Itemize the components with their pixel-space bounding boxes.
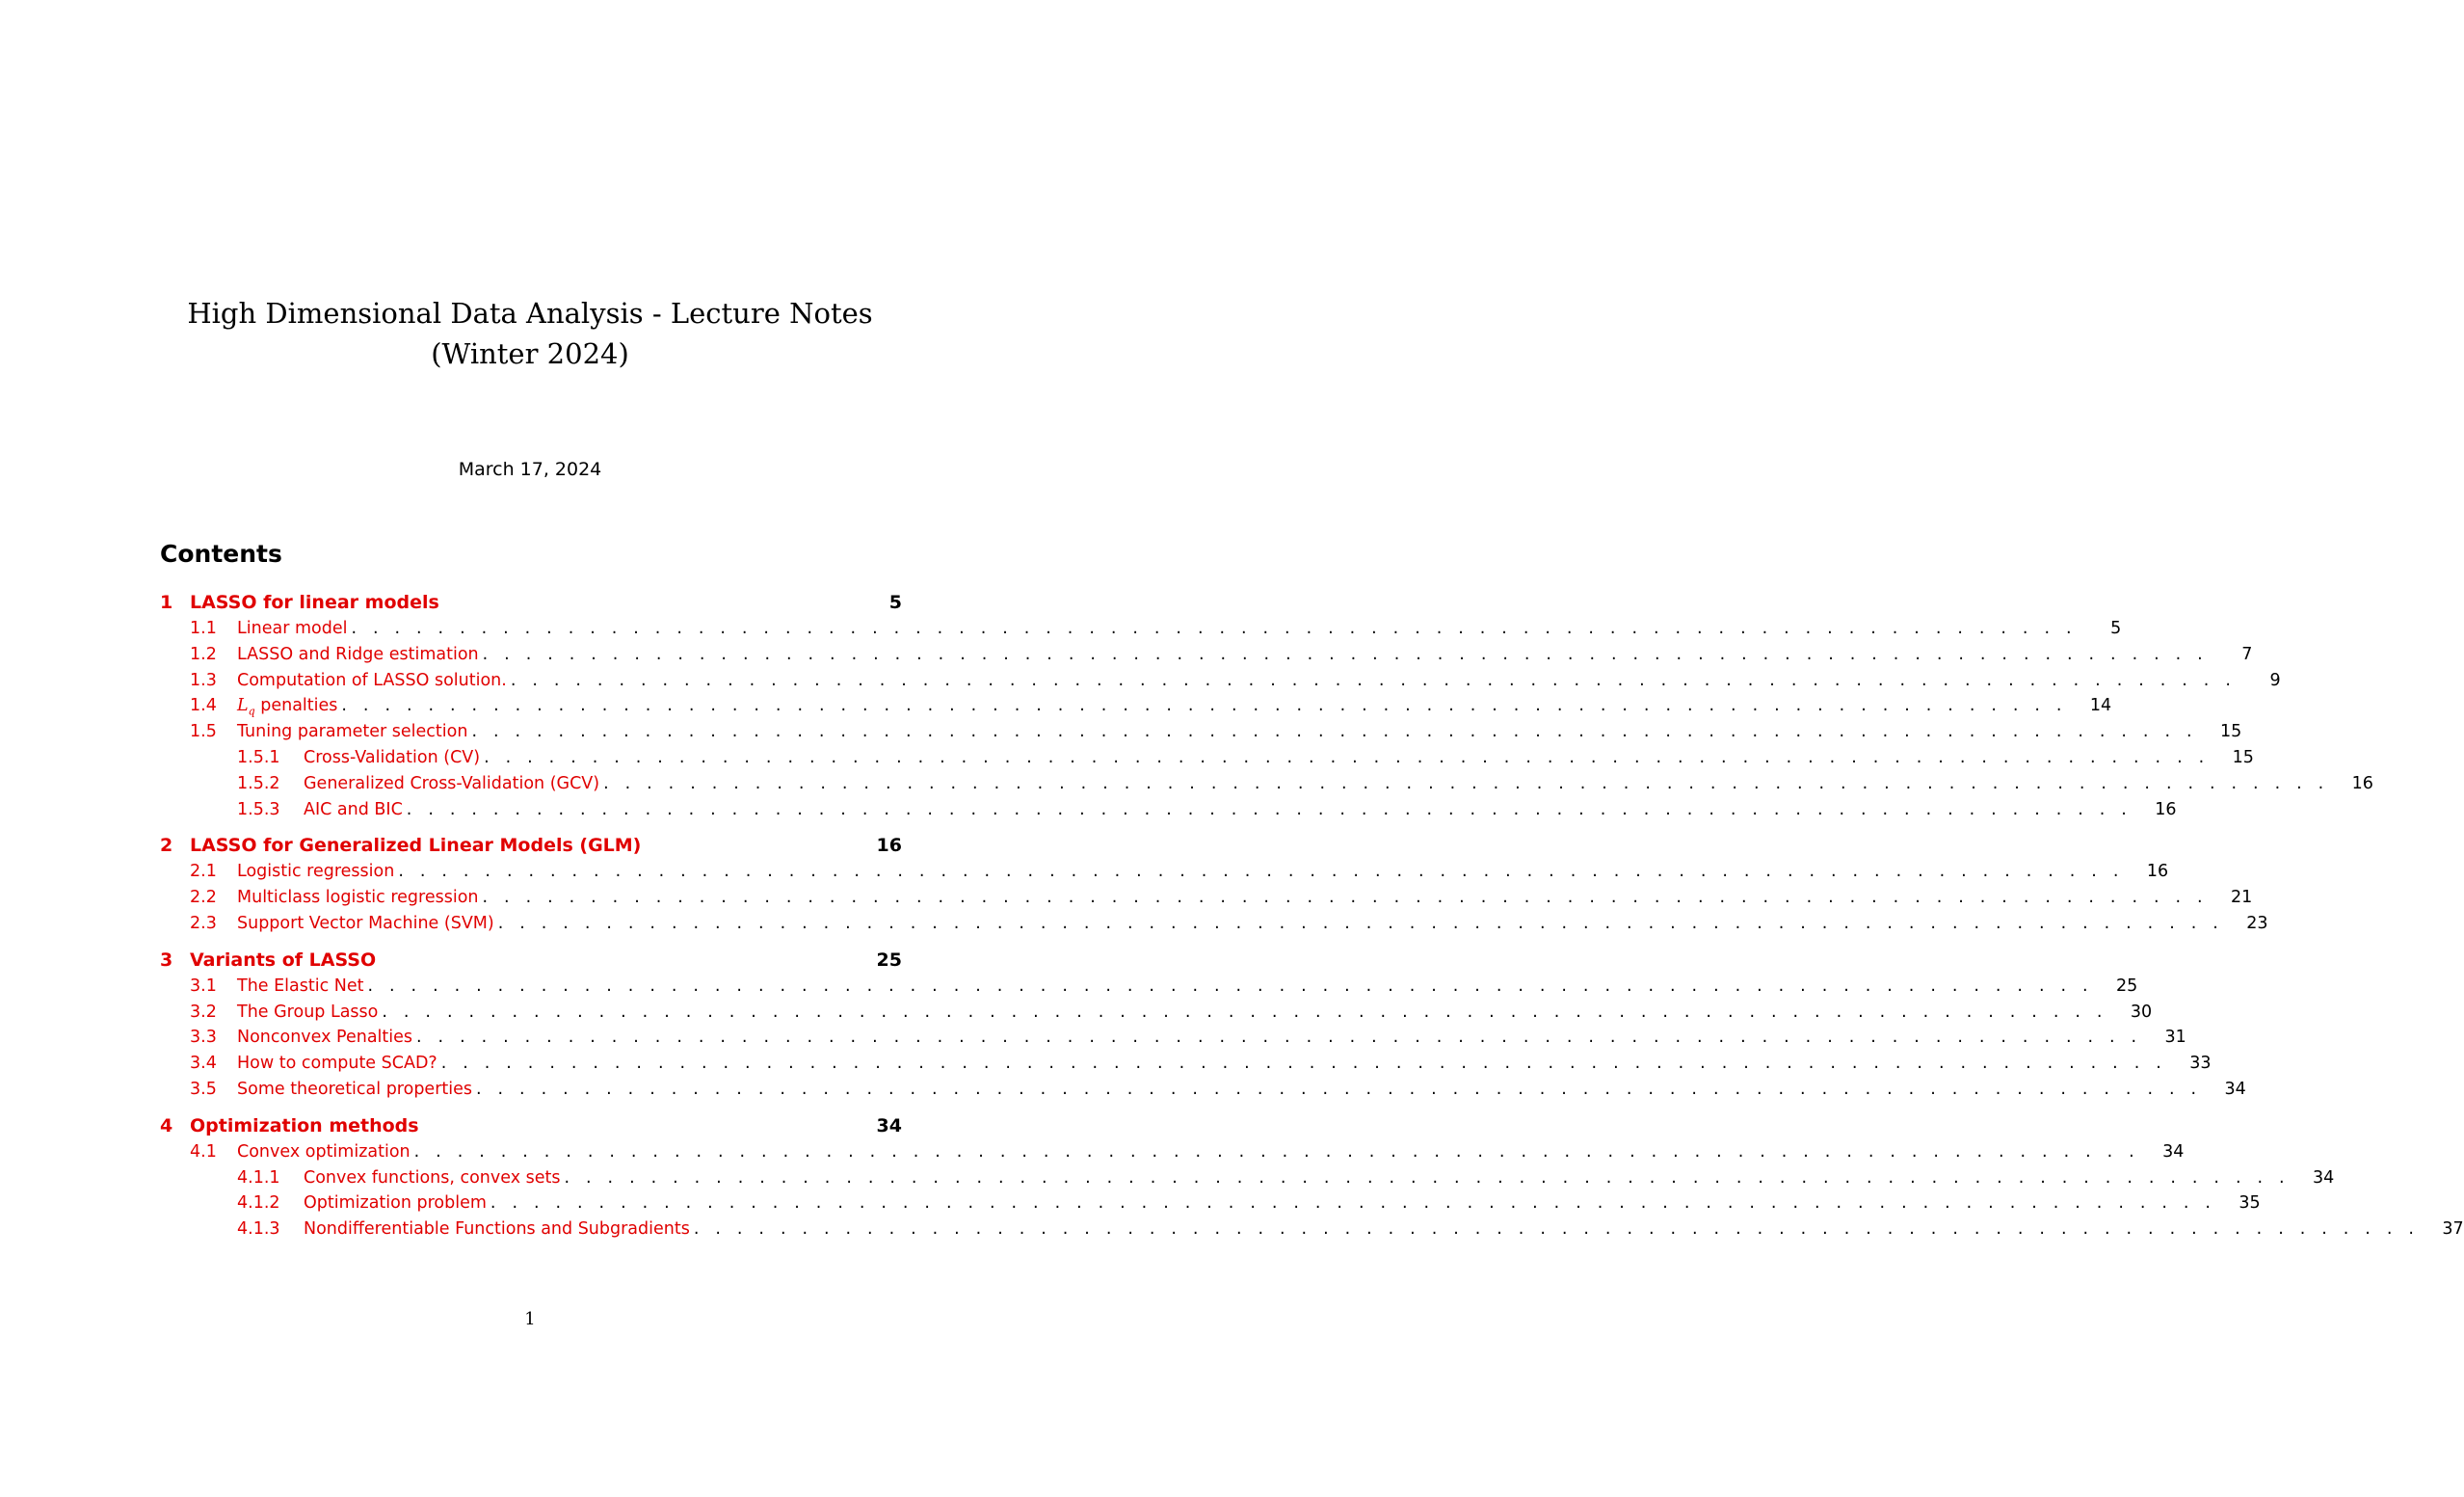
toc-entry-title[interactable]: Multiclass logistic regression [237,888,479,908]
toc-section-entry[interactable] [160,1028,2186,1054]
toc-entry-title[interactable]: Computation of LASSO solution. [237,670,507,690]
toc-section-entry[interactable] [160,696,2112,722]
page-number: 1 [524,1309,536,1329]
toc-dot-leader: . . . . . . . . . . . . . . . . . . . . . . . . . . . . . . . . . . . . . . . . . . . . . . . . . . . . . . . . . . . . . . . . . . . . . . . . . . . . . . . . [510,670,2237,690]
toc-dot-leader: . . . . . . . . . . . . . . . . . . . . . . . . . . . . . . . . . . . . . . . . . . . . . . . . . . . . . . . . . . . . . . . . . . . . . . . . . . . . . . . . [416,1028,2142,1048]
toc-dot-leader: . . . . . . . . . . . . . . . . . . . . . . . . . . . . . . . . . . . . . . . . . . . . . . . . . . . . . . . . . . . . . . . . . . . . . . . . . . . . . . . . [482,888,2209,908]
toc-page-number[interactable]: 16 [876,835,902,857]
toc-entry-title[interactable]: How to compute SCAD? [237,1054,437,1074]
toc-entry-number[interactable]: 1.5.2 [237,773,280,793]
toc-entry-number[interactable]: 3.2 [190,1002,217,1022]
toc-entry-number[interactable]: 1.5.1 [237,747,280,767]
toc-section-entry[interactable] [160,799,2177,826]
toc-page-number[interactable]: 9 [2269,670,2281,690]
contents-heading: Contents [160,540,282,568]
toc-entry-number[interactable]: 2 [160,835,173,857]
toc-section-entry[interactable] [160,1054,2212,1080]
toc-entry-number[interactable]: 1.1 [190,619,217,638]
toc-page-number[interactable]: 5 [888,592,902,613]
toc-dot-leader: . . . . . . . . . . . . . . . . . . . . . . . . . . . . . . . . . . . . . . . . . . . . . . . . . . . . . . . . . . . . . . . . . . . . . . . . . . . . . . . . [382,1002,2108,1022]
toc-entry-title[interactable]: Tuning parameter selection [237,722,468,742]
toc-entry-title[interactable]: Cross-Validation (CV) [304,747,481,767]
toc-page-number[interactable]: 25 [876,949,902,971]
toc-chapter-entry[interactable] [160,949,902,976]
toc-entry-title[interactable]: Logistic regression [237,862,395,882]
toc-dot-leader: . . . . . . . . . . . . . . . . . . . . . . . . . . . . . . . . . . . . . . . . . . . . . . . . . . . . . . . . . . . . . . . . . . . . . . . . . . . . . . . . [484,747,2210,767]
toc-dot-leader: . . . . . . . . . . . . . . . . . . . . . . . . . . . . . . . . . . . . . . . . . . . . . . . . . . . . . . . . . . . . . . . . . . . . . . . . . . . . . . . . [490,1193,2216,1214]
table-of-contents [160,592,2464,1255]
toc-section-entry[interactable] [160,644,2253,671]
toc-page-number[interactable]: 34 [876,1114,902,1136]
toc-entry-title[interactable]: $L_q$ penalties [237,696,338,718]
toc-chapter-entry[interactable] [160,592,902,619]
toc-entry-title[interactable]: Nondifferentiable Functions and Subgradients [304,1219,690,1240]
toc-section-entry[interactable] [160,888,2253,914]
toc-entry-number[interactable]: 1.3 [190,670,217,690]
toc-dot-leader: . . . . . . . . . . . . . . . . . . . . . . . . . . . . . . . . . . . . . . . . . . . . . . . . . . . . . . . . . . . . . . . . . . . . . . . . . . . . . . . . [482,644,2209,664]
document-title [0,293,1060,374]
toc-page-number[interactable]: 21 [2231,888,2253,908]
toc-dot-leader: . . . . . . . . . . . . . . . . . . . . . . . . . . . . . . . . . . . . . . . . . . . . . . . . . . . . . . . . . . . . . . . . . . . . . . . . . . . . . . . . [341,696,2068,716]
toc-entry-title[interactable]: Optimization problem [304,1193,487,1214]
toc-entry-title[interactable]: Optimization methods [190,1114,419,1136]
toc-entry-title[interactable]: LASSO for linear models [190,592,439,613]
toc-dot-leader: . . . . . . . . . . . . . . . . . . . . . . . . . . . . . . . . . . . . . . . . . . . . . . . . . . . . . . . . . . . . . . . . . . . . . . . . . . . . . . . . [406,799,2133,819]
toc-page-number[interactable]: 15 [2232,747,2254,767]
toc-entry-title[interactable]: Linear model [237,619,348,638]
toc-dot-leader: . . . . . . . . . . . . . . . . . . . . . . . . . . . . . . . . . . . . . . . . . . . . . . . . . . . . . . . . . . . . . . . . . . . . . . . . . . . . . . . . [351,619,2078,638]
toc-page-number[interactable]: 30 [2130,1002,2153,1022]
toc-entry-number[interactable]: 3.1 [190,976,217,996]
document-date: March 17, 2024 [458,459,602,480]
toc-section-entry[interactable] [160,747,2254,774]
toc-entry-title[interactable]: LASSO and Ridge estimation [237,644,479,664]
toc-section-entry[interactable] [160,1141,2185,1168]
toc-section-entry[interactable] [160,722,2242,748]
toc-page-number[interactable]: 31 [2164,1028,2186,1048]
toc-chapter-block [160,949,2246,1106]
toc-page-number[interactable]: 37 [2442,1219,2464,1240]
toc-dot-leader: . . . . . . . . . . . . . . . . . . . . . . . . . . . . . . . . . . . . . . . . . . . . . . . . . . . . . . . . . . . . . . . . . . . . . . . . . . . . . . . . [476,1079,2202,1099]
toc-page-number[interactable]: 16 [2146,862,2169,882]
toc-entry-number[interactable]: 1.5 [190,722,217,742]
toc-section-entry[interactable] [160,913,2268,940]
toc-entry-title[interactable]: AIC and BIC [304,799,403,819]
math-variable: $L_q$ [237,696,255,718]
toc-entry-number[interactable]: 4.1 [190,1141,217,1162]
toc-dot-leader: . . . . . . . . . . . . . . . . . . . . . . . . . . . . . . . . . . . . . . . . . . . . . . . . . . . . . . . . . . . . . . . . . . . . . . . . . . . . . . . . [440,1054,2167,1074]
toc-chapter-block [160,1114,2464,1245]
toc-dot-leader: . . . . . . . . . . . . . . . . . . . . . . . . . . . . . . . . . . . . . . . . . . . . . . . . . . . . . . . . . . . . . . . . . . . . . . . . . . . . . . . . [603,773,2329,793]
toc-page-number[interactable]: 33 [2189,1054,2212,1074]
toc-entry-title[interactable]: Convex optimization [237,1141,411,1162]
title-line-2: (Winter 2024) [431,337,629,370]
toc-chapter-entry[interactable] [160,1115,902,1142]
toc-page-number[interactable]: 23 [2246,913,2268,933]
toc-section-entry[interactable] [160,1079,2246,1106]
toc-section-entry[interactable] [160,773,2373,800]
toc-entry-number[interactable]: 4.1.2 [237,1193,280,1214]
toc-entry-title[interactable]: Variants of LASSO [190,949,377,971]
toc-entry-number[interactable]: 4 [160,1114,173,1136]
toc-dot-leader: . . . . . . . . . . . . . . . . . . . . . . . . . . . . . . . . . . . . . . . . . . . . . . . . . . . . . . . . . . . . . . . . . . . . . . . . . . . . . . . . [564,1167,2291,1188]
toc-entry-title[interactable]: Nonconvex Penalties [237,1028,413,1048]
toc-entry-number[interactable]: 1.4 [190,696,217,716]
toc-dot-leader: . . . . . . . . . . . . . . . . . . . . . . . . . . . . . . . . . . . . . . . . . . . . . . . . . . . . . . . . . . . . . . . . . . . . . . . . . . . . . . . . [471,722,2198,742]
toc-dot-leader: . . . . . . . . . . . . . . . . . . . . . . . . . . . . . . . . . . . . . . . . . . . . . . . . . . . . . . . . . . . . . . . . . . . . . . . . . . . . . . . . [693,1219,2420,1240]
toc-section-entry[interactable] [160,862,2169,888]
toc-page-number[interactable]: 34 [2162,1141,2185,1162]
toc-entry-number[interactable]: 2.1 [190,862,217,882]
title-line-1: High Dimensional Data Analysis - Lecture Notes [187,297,873,330]
toc-chapter-block [160,592,2373,825]
toc-entry-title[interactable]: LASSO for Generalized Linear Models (GLM) [190,835,642,857]
toc-entry-title[interactable]: Convex functions, convex sets [304,1167,561,1188]
toc-page-number[interactable]: 25 [2116,976,2138,996]
toc-page-number[interactable]: 16 [2351,773,2373,793]
toc-entry-title[interactable]: The Elastic Net [237,976,364,996]
toc-entry-number[interactable]: 3.5 [190,1079,217,1099]
toc-entry-title[interactable]: The Group Lasso [237,1002,379,1022]
toc-entry-title[interactable]: Some theoretical properties [237,1079,472,1099]
toc-section-entry[interactable] [160,1167,2335,1194]
toc-dot-leader: . . . . . . . . . . . . . . . . . . . . . . . . . . . . . . . . . . . . . . . . . . . . . . . . . . . . . . . . . . . . . . . . . . . . . . . . . . . . . . . . [413,1141,2140,1162]
toc-dot-leader: . . . . . . . . . . . . . . . . . . . . . . . . . . . . . . . . . . . . . . . . . . . . . . . . . . . . . . . . . . . . . . . . . . . . . . . . . . . . . . . . [398,862,2125,882]
toc-section-entry[interactable] [160,976,2138,1002]
toc-dot-leader: . . . . . . . . . . . . . . . . . . . . . . . . . . . . . . . . . . . . . . . . . . . . . . . . . . . . . . . . . . . . . . . . . . . . . . . . . . . . . . . . [497,913,2224,933]
toc-page-number[interactable]: 34 [2224,1079,2246,1099]
toc-chapter-entry[interactable] [160,835,902,862]
toc-page-number[interactable]: 15 [2219,722,2242,742]
toc-entry-number[interactable]: 1.5.3 [237,799,280,819]
toc-entry-number[interactable]: 1.2 [190,644,217,664]
toc-section-entry[interactable] [160,1219,2464,1245]
toc-section-entry[interactable] [160,1193,2261,1219]
toc-section-entry[interactable] [160,619,2122,645]
toc-entry-title[interactable]: Generalized Cross-Validation (GCV) [304,773,600,793]
toc-section-entry[interactable] [160,670,2281,697]
toc-entry-number[interactable]: 2.3 [190,913,217,933]
toc-page-number[interactable]: 16 [2155,799,2177,819]
toc-entry-number[interactable]: 4.1.3 [237,1219,280,1240]
toc-page-number[interactable]: 5 [2110,619,2122,638]
toc-dot-leader: . . . . . . . . . . . . . . . . . . . . . . . . . . . . . . . . . . . . . . . . . . . . . . . . . . . . . . . . . . . . . . . . . . . . . . . . . . . . . . . . [367,976,2094,996]
toc-chapter-block [160,835,2268,939]
toc-section-entry[interactable] [160,1002,2153,1029]
toc-entry-number[interactable]: 4.1.1 [237,1167,280,1188]
toc-entry-number[interactable]: 3.4 [190,1054,217,1074]
toc-entry-number[interactable]: 2.2 [190,888,217,908]
toc-entry-title[interactable]: Support Vector Machine (SVM) [237,913,494,933]
toc-entry-number[interactable]: 1 [160,592,173,613]
toc-page-number[interactable]: 7 [2241,644,2253,664]
toc-entry-number[interactable]: 3 [160,949,173,971]
toc-entry-number[interactable]: 3.3 [190,1028,217,1048]
toc-page-number[interactable]: 14 [2089,696,2112,716]
toc-page-number[interactable]: 34 [2313,1167,2335,1188]
toc-page-number[interactable]: 35 [2239,1193,2261,1214]
